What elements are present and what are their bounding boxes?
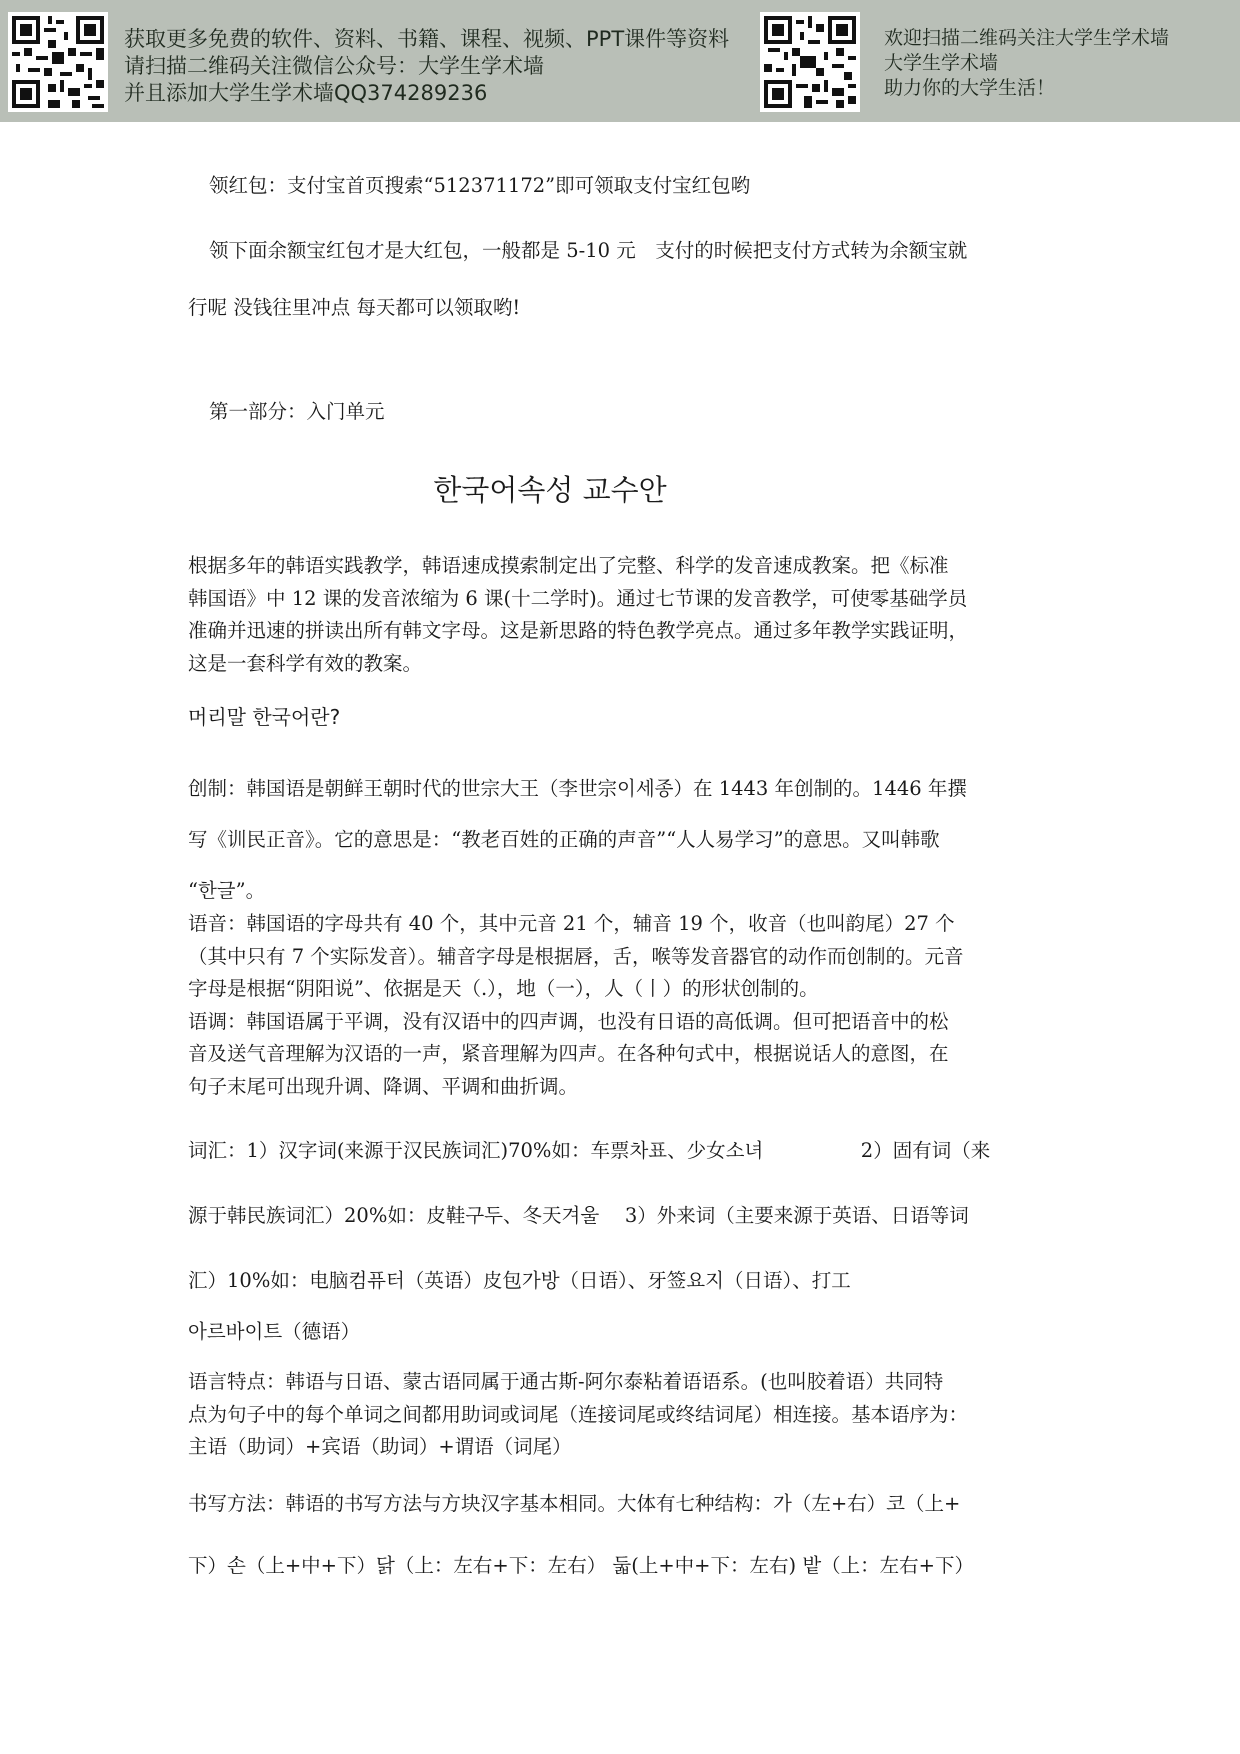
creation-line: “한글”。	[188, 879, 266, 902]
phonetics-line: （其中只有 7 个实际发音）。辅音字母是根据唇，舌，喉等发音器官的动作而创制的。元音	[188, 944, 964, 968]
phonetics-line: 字母是根据“阴阳说”、依据是天（.），地（一），人（丨）的形状创制的。	[188, 977, 819, 1000]
phonetics-line: 句子末尾可出现升调、降调、平调和曲折调。	[188, 1074, 579, 1098]
qr-code-icon	[8, 12, 108, 112]
preface-heading: 머리말 한국어란?	[188, 705, 341, 729]
intro-line: 准确并迅速的拼读出所有韩文字母。这是新思路的特色教学亮点。通过多年教学实践证明，	[188, 619, 969, 642]
intro-paragraph	[188, 550, 1054, 680]
features-line: 语言特点：韩语与日语、蒙古语同属于通古斯-阿尔泰粘着语语系。(也叫胶着语）共同特	[188, 1370, 944, 1393]
promo-line-2: 领下面余额宝红包才是大红包，一般都是 5-10 元 支付的时候把支付方式转为余额宝就	[209, 239, 968, 262]
phonetics-paragraph	[188, 908, 1054, 1103]
qr-code-right	[760, 12, 860, 112]
banner-left-line-1: 获取更多免费的软件、资料、书籍、课程、视频、PPT课件等资料	[124, 27, 730, 51]
features-line: 主语（助词）+宾语（助词）+谓语（词尾）	[188, 1435, 572, 1458]
features-line: 点为句子中的每个单词之间都用助词或词尾（连接词尾或终结词尾）相连接。基本语序为：	[188, 1402, 969, 1426]
promo-line-1: 领红包：支付宝首页搜索“512371172”即可领取支付宝红包哟	[209, 174, 751, 197]
phonetics-line: 语音：韩国语的字母共有 40 个，其中元音 21 个，辅音 19 个，收音（也叫韵尾）27 个	[188, 912, 955, 935]
vocabulary-line-last: 아르바이트（德语）	[188, 1320, 361, 1343]
banner-right-line-3: 助力你的大学生活！	[884, 77, 1056, 99]
qr-code-icon	[760, 12, 860, 112]
intro-line: 这是一套科学有效的教案。	[188, 651, 423, 675]
creation-line: 写《训民正音》。它的意思是：“教老百姓的正确的声音”“人人易学习”的意思。又叫韩歌	[188, 828, 940, 851]
page-title: 한국어속성 교수안	[433, 473, 667, 507]
vocabulary-line: 汇）10%如：电脑컴퓨터（英语）皮包가방（日语）、牙签요지（日语）、打工	[188, 1269, 851, 1292]
language-features-paragraph	[188, 1366, 1054, 1464]
phonetics-line: 语调：韩国语属于平调，没有汉语中的四声调，也没有日语的高低调。但可把语音中的松	[188, 1009, 949, 1033]
banner-left-line-3: 并且添加大学生学术墙QQ374289236	[124, 81, 488, 105]
vocabulary-line: 词汇：1）汉字词(来源于汉民族词汇)70%如：车票차표、少女소녀 2）固有词（来	[188, 1139, 991, 1162]
writing-paragraph	[188, 1473, 1054, 1597]
banner-right-line-2: 大学生学术墙	[884, 52, 999, 74]
phonetics-line: 音及送气音理解为汉语的一声，紧音理解为四声。在各种句式中，根据说话人的意图，在	[188, 1042, 949, 1065]
header-banner	[0, 0, 1240, 122]
intro-line: 韩国语》中 12 课的发音浓缩为 6 课(十二学时)。通过七节课的发音教学，可使零基础学员	[188, 586, 968, 610]
section-label: 第一部分：入门单元	[209, 400, 385, 423]
intro-line: 根据多年的韩语实践教学，韩语速成摸索制定出了完整、科学的发音速成教案。把《标准	[188, 554, 949, 577]
banner-left-line-2: 请扫描二维码关注微信公众号：大学生学术墙	[124, 54, 544, 78]
writing-line: 书写方法：韩语的书写方法与方块汉字基本相同。大体有七种结构：가（左+右）코（上+	[188, 1492, 961, 1515]
qr-code-left	[8, 12, 108, 112]
vocabulary-paragraph	[188, 1118, 1054, 1313]
banner-text-right	[884, 26, 1169, 101]
creation-paragraph	[188, 763, 1054, 916]
creation-line: 创制：韩国语是朝鲜王朝时代的世宗大王（李世宗이세종）在 1443 年创制的。1446 年撰	[188, 777, 967, 800]
banner-right-line-1: 欢迎扫描二维码关注大学生学术墙	[884, 27, 1170, 49]
banner-text-left	[124, 26, 729, 107]
vocabulary-line: 源于韩民族词汇）20%如：皮鞋구두、冬天겨울 3）外来词（主要来源于英语、日语等词	[188, 1204, 969, 1227]
writing-line: 下）손（上+中+下）닭（上：左右+下：左右） 둛(上+中+下：左右) 밭（上：左右+下）	[188, 1554, 974, 1577]
promo-line-3: 行呢 没钱往里冲点 每天都可以领取哟!	[188, 296, 521, 319]
